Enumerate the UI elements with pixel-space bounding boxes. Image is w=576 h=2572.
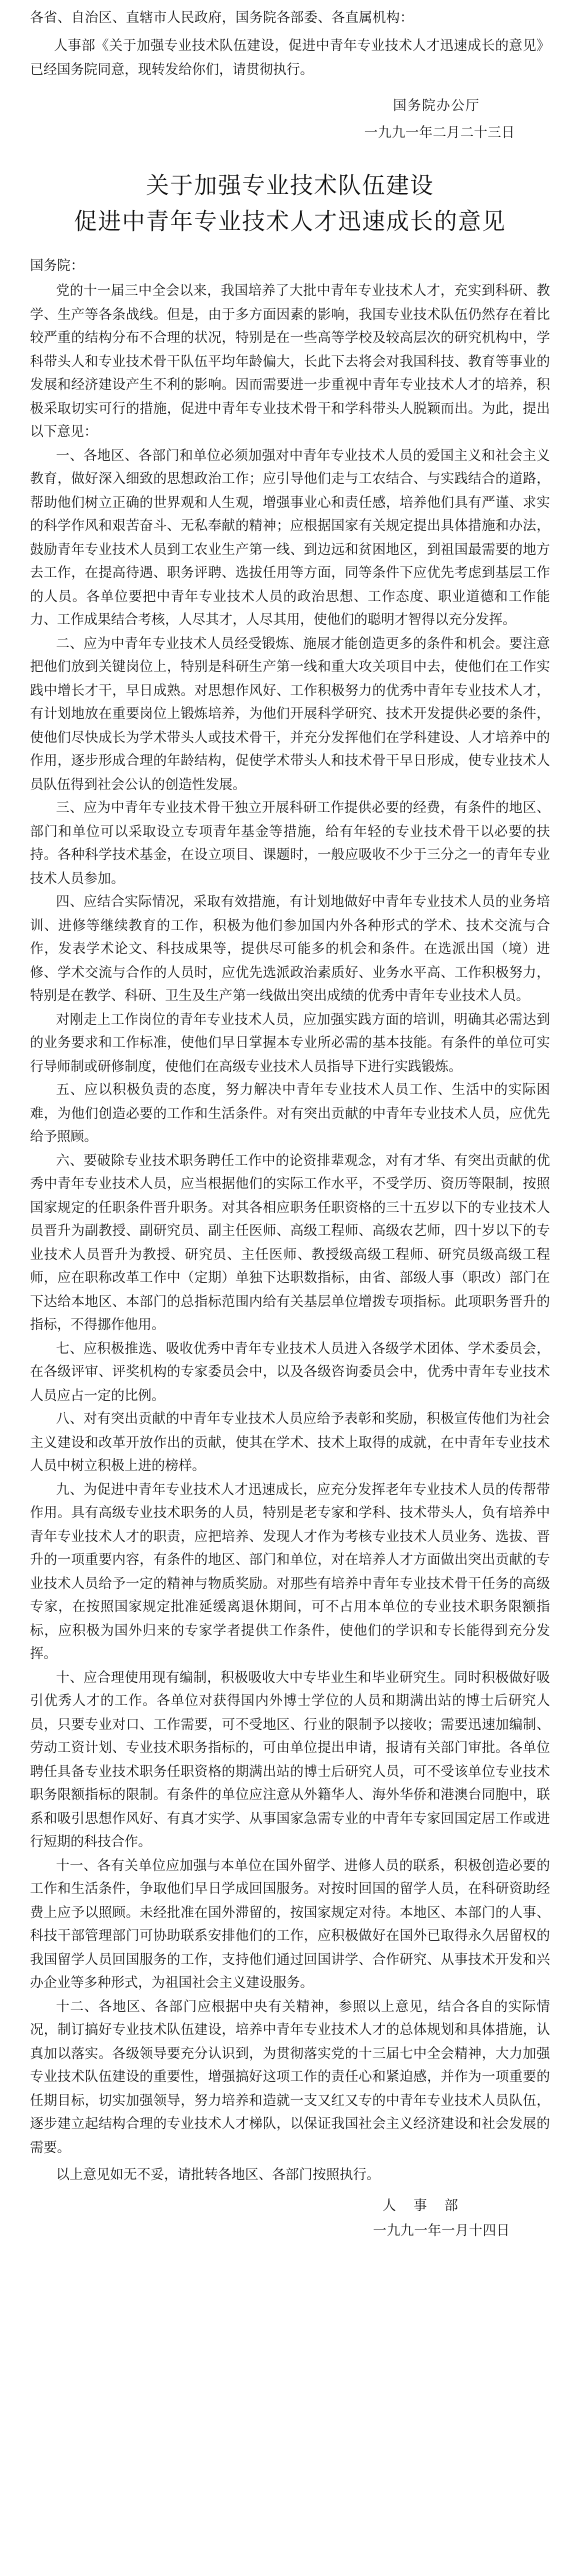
closing-paragraph: 以上意见如无不妥，请批转各地区、各部门按照执行。 xyxy=(56,2167,380,2183)
section-1-paragraph: 一、各地区、各部门和单位必须加强对中青年专业技术人员的爱国主义和社会主义教育，做好深入细致的思想政治工作；应引导他们走与工农结合、与实践结合的道路，帮助他们树立正确的世界观和人生观，增强事业心和责任感，培养他们具有严谨、求实的科学作风和艰苦奋斗、无私奉献的精神；应根据国家有关规定提出具体措施和办法，鼓励青年专业技术人员到工农业生产第一线、到边远和贫困地区，到祖国最需要的地方去工作，在提高待遇、职务评聘、选拔任用等方面，同等条件下应优先考虑到基层工作的人员。各单位要把中青年专业技术人员的政治思想、工作态度、职业道德和工作能力、工作成果结合考核，人尽其才，人尽其用，使他们的聪明才智得以充分发挥。 xyxy=(30,447,550,628)
section-7-paragraph: 七、应积极推选、吸收优秀中青年专业技术人员进入各级学术团体、学术委员会，在各级评审、评奖机构的专家委员会中，以及各级咨询委员会中，优秀中青年专业技术人员应占一定的比例。 xyxy=(30,1340,550,1404)
section-8-paragraph: 八、对有突出贡献的中青年专业技术人员应给予表彰和奖励，积极宣传他们为社会主义建设和改革开放作出的贡献，使其在学术、技术上取得的成就，在中青年专业技术人员中树立积极上进的榜样。 xyxy=(30,1411,550,1474)
salutation: 国务院： xyxy=(30,258,84,274)
closing-office: 人 事 部 xyxy=(382,2197,460,2214)
section-4b-paragraph: 对刚走上工作岗位的青年专业技术人员，应加强实践方面的培训，明确其必需达到的业务要求和工作标准，使他们早日掌握本专业所必需的基本技能。有条件的单位可实行导师制或研修制度，使他们在高级专业技术人员指导下进行实践锻炼。 xyxy=(30,1011,550,1075)
section-4-paragraph: 四、应结合实际情况，采取有效措施，有计划地做好中青年专业技术人员的业务培训、进修等继续教育的工作，积极为他们参加国内外各种形式的学术、技术交流与合作，发表学术论文、科技成果等，提供尽可能多的机会和条件。在选派出国（境）进修、学术交流与合作的人员时，应优先选派政治素质好、业务水平高、工作积极努力，特别是在教学、科研、卫生及生产第一线做出突出成绩的优秀中青年专业技术人员。 xyxy=(30,894,550,1004)
section-2-paragraph: 二、应为中青年专业技术人员经受锻炼、施展才能创造更多的条件和机会。要注意把他们放到关键岗位上，特别是科研生产第一线和重大攻关项目中去，使他们在工作实践中增长才干，早日成熟。对思想作风好、工作积极努力的优秀中青年专业技术人才，有计划地放在重要岗位上锻炼培养，为他们开展科学研究、技术开发提供必要的条件，使他们尽快成长为学术带头人或技术骨干，并充分发挥他们在学科建设、人才培养中的作用，逐步形成合理的年龄结构，促使学术带头人和技术骨干早日形成，使专业技术人员队伍得到社会公认的创造性发展。 xyxy=(30,635,550,793)
document-page xyxy=(30,8,550,2242)
intro-paragraph: 党的十一届三中全会以来，我国培养了大批中青年专业技术人才，充实到科研、教学、生产等各条战线。但是，由于多方面因素的影响，我国专业技术队伍仍然存在着比较严重的结构分布不合理的状况，特别是在一些高等学校及较高层次的研究机构中，学科带头人和专业技术骨干队伍平均年龄偏大，长此下去将会对我国科技、教育等事业的发展和经济建设产生不利的影响。因而需要进一步重视中青年专业技术人才的培养，积极采取切实可行的措施，促进中青年专业技术骨干和学科带头人脱颖而出。为此，提出以下意见： xyxy=(30,283,550,440)
document-title-line-1: 关于加强专业技术队伍建设 xyxy=(146,173,434,199)
issue-date: 一九九一年二月二十三日 xyxy=(364,125,515,141)
forwarding-notice: 人事部《关于加强专业技术队伍建设，促进中青年专业技术人才迅速成长的意见》已经国务院同意，现转发给你们，请贯彻执行。 xyxy=(30,38,550,78)
section-12-paragraph: 十二、各地区、各部门应根据中央有关精神，参照以上意见，结合各自的实际情况，制订搞好专业技术队伍建设，培养中青年专业技术人才的总体规划和具体措施，认真加以落实。各级领导要充分认识到，为贯彻落实党的十三届七中全会精神，大力加强专业技术队伍建设的重要性，增强搞好这项工作的责任心和紧迫感，并作为一项重要的任期目标，切实加强领导，努力培养和造就一支又红又专的中青年专业技术人员队伍，逐步建立起结构合理的专业技术人才梯队，以保证我国社会主义经济建设和社会发展的需要。 xyxy=(30,1998,550,2156)
closing-date: 一九九一年一月十四日 xyxy=(373,2222,510,2239)
section-9-paragraph: 九、为促进中青年专业技术人才迅速成长，应充分发挥老年专业技术人员的传帮带作用。具有高级专业技术职务的人员，特别是老专家和学科、技术带头人，负有培养中青年专业技术人才的职责，应把培养、发现人才作为考核专业技术人员业务、选拔、晋升的一项重要内容，有条件的地区、部门和单位，对在培养人才方面做出突出贡献的专业技术人员给予一定的精神与物质奖励。对那些有培养中青年专业技术骨干任务的高级专家，在按照国家规定批准延缓离退休期间，可不占用本单位的专业技术职务限额指标，应积极为国外归来的专家学者提供工作条件，使他们的学识和专长能得到充分发挥。 xyxy=(30,1481,550,1662)
issuing-office: 国务院办公厅 xyxy=(393,98,480,114)
section-10-paragraph: 十、应合理使用现有编制，积极吸收大中专毕业生和毕业研究生。同时积极做好吸引优秀人才的工作。各单位对获得国内外博士学位的人员和期满出站的博士后研究人员，只要专业对口、工作需要，可不受地区、行业的限制予以接收；需要迅速加编制、劳动工资计划、专业技术职务指标的，可由单位提出申请，报请有关部门审批。各单位聘任具备专业技术职务任职资格的期满出站的博士后研究人员，可不受该单位专业技术职务限额指标的限制。有条件的单位应注意从外籍华人、海外华侨和港澳台同胞中，联系和吸引思想作风好、有真才实学、从事国家急需专业的中青年专家回国定居工作或进行短期的科技合作。 xyxy=(30,1669,550,1850)
section-6-paragraph: 六、要破除专业技术职务聘任工作中的论资排辈观念，对有才华、有突出贡献的优秀中青年专业技术人员，应当根据他们的实际工作水平，不受学历、资历等限制，按照国家规定的任职条件晋升职务。对其各相应职务任职资格的三十五岁以下的专业技术人员晋升为副教授、副研究员、副主任医师、高级工程师、高级农艺师，四十岁以下的专业技术人员晋升为教授、研究员、主任医师、教授级高级工程师、研究员级高级工程师，应在职称改革工作中（定期）单独下达职数指标，由省、部级人事（职改）部门在下达给本地区、本部门的总指标范围内给有关基层单位增拨专项指标。此项职务晋升的指标，不得挪作他用。 xyxy=(30,1152,550,1333)
section-3-paragraph: 三、应为中青年专业技术骨干独立开展科研工作提供必要的经费，有条件的地区、部门和单位可以采取设立专项青年基金等措施，给有年轻的专业技术骨干以必要的扶持。各种科学技术基金，在设立项目、课题时，一般应吸收不少于三分之一的青年专业技术人员参加。 xyxy=(30,800,550,887)
document-title-line-2: 促进中青年专业技术人才迅速成长的意见 xyxy=(74,209,506,235)
body-paragraphs xyxy=(30,280,550,2188)
recipients-line: 各省、自治区、直辖市人民政府，国务院各部委、各直属机构： xyxy=(30,10,414,26)
section-11-paragraph: 十一、各有关单位应加强与本单位在国外留学、进修人员的联系，积极创造必要的工作和生活条件，争取他们早日学成回国服务。对按时回国的留学人员，在科研资助经费上应予以照顾。未经批准在国外滞留的，按国家规定对待。本地区、本部门的人事、科技干部管理部门可协助联系安排他们的工作，应积极做好在国外已取得永久居留权的我国留学人员回国服务的工作，支持他们通过回国讲学、合作研究、从事技术开发和兴办企业等多种形式，为祖国社会主义建设服务。 xyxy=(30,1857,550,1991)
section-5-paragraph: 五、应以积极负责的态度，努力解决中青年专业技术人员工作、生活中的实际困难，为他们创造必要的工作和生活条件。对有突出贡献的中青年专业技术人员，应优先给予照顾。 xyxy=(30,1082,550,1145)
